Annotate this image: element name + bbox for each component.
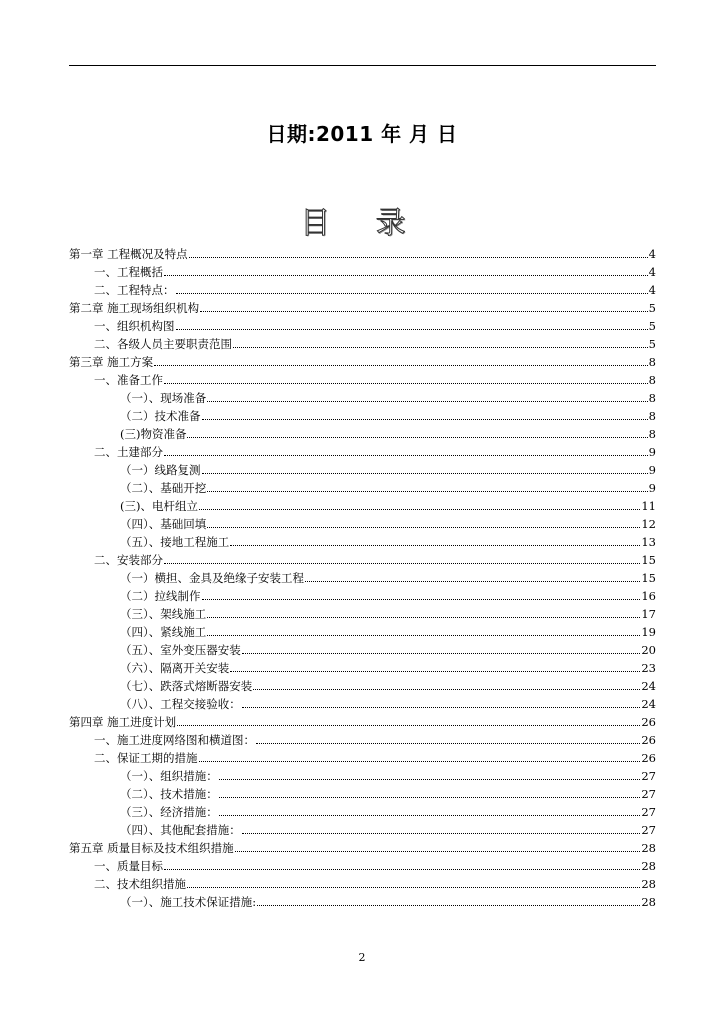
toc-leader-dots — [207, 527, 640, 528]
toc-entry-label: 二、技术组织措施 — [94, 877, 186, 891]
toc-entry[interactable] — [120, 801, 656, 819]
toc-leader-dots — [257, 905, 640, 906]
toc-entry-label: （一）、现场准备 — [120, 391, 207, 405]
toc-entry[interactable] — [94, 855, 656, 873]
toc-entry[interactable] — [69, 297, 656, 315]
toc-leader-dots — [253, 689, 640, 690]
toc-leader-dots — [207, 491, 647, 492]
toc-leader-dots — [200, 311, 648, 312]
toc-entry-page: 13 — [641, 535, 656, 549]
toc-entry-page: 20 — [641, 643, 656, 657]
toc-leader-dots — [256, 743, 640, 744]
toc-entry-page: 28 — [641, 859, 656, 873]
toc-entry-label: （六）、隔离开关安装 — [120, 661, 230, 675]
toc-leader-dots — [164, 869, 640, 870]
toc-entry[interactable] — [120, 783, 656, 801]
toc-entry[interactable] — [120, 639, 656, 657]
toc-entry[interactable] — [94, 279, 656, 297]
toc-entry-page: 4 — [648, 247, 656, 261]
toc-entry-label: (三)物资准备 — [120, 427, 187, 441]
toc-entry-label: （二）技术准备 — [120, 409, 201, 423]
toc-leader-dots — [164, 383, 648, 384]
toc-entry[interactable] — [120, 657, 656, 675]
toc-entry[interactable] — [120, 693, 656, 711]
toc-entry-label: （四）、其他配套措施： — [120, 823, 241, 837]
toc-entry-page: 8 — [648, 391, 656, 405]
toc-entry[interactable] — [94, 441, 656, 459]
toc-leader-dots — [207, 401, 647, 402]
toc-entry-label: 二、保证工期的措施 — [94, 751, 198, 765]
toc-leader-dots — [219, 815, 641, 816]
toc-entry-label: 一、质量目标 — [94, 859, 163, 873]
toc-entry[interactable] — [120, 819, 656, 837]
header-rule — [69, 65, 656, 66]
toc-entry-label: （五）、接地工程施工 — [120, 535, 230, 549]
toc-entry-label: （四）、紧线施工 — [120, 625, 207, 639]
toc-leader-dots — [176, 329, 648, 330]
toc-entry-label: （二）、基础开挖 — [120, 481, 207, 495]
toc-entry[interactable] — [120, 621, 656, 639]
toc-entry-page: 28 — [641, 895, 656, 909]
toc-entry[interactable] — [94, 333, 656, 351]
toc-entry-page: 28 — [641, 841, 656, 855]
toc-entry-page: 5 — [648, 319, 656, 333]
toc-leader-dots — [187, 887, 640, 888]
toc-entry-page: 26 — [641, 751, 656, 765]
toc-entry-page: 27 — [641, 787, 656, 801]
toc-entry-page: 27 — [641, 769, 656, 783]
toc-entry-label: (三)、电杆组立 — [120, 499, 198, 513]
toc-leader-dots — [219, 779, 641, 780]
toc-entry[interactable] — [120, 567, 656, 585]
toc-entry-page: 8 — [648, 409, 656, 423]
toc-entry[interactable] — [120, 513, 656, 531]
toc-entry-label: （一）线路复测 — [120, 463, 201, 477]
toc-entry-label: （一）横担、金具及绝缘子安装工程 — [120, 571, 304, 585]
toc-entry-label: （二）拉线制作 — [120, 589, 201, 603]
toc-entry-page: 9 — [648, 463, 656, 477]
toc-entry[interactable] — [120, 387, 656, 405]
toc-entry-page: 9 — [648, 481, 656, 495]
toc-entry[interactable] — [69, 711, 656, 729]
toc-entry-page: 8 — [648, 355, 656, 369]
toc-entry-label: （五）、室外变压器安装 — [120, 643, 241, 657]
toc-entry-page: 15 — [641, 571, 656, 585]
toc-entry[interactable] — [120, 405, 656, 423]
toc-leader-dots — [233, 347, 648, 348]
toc-entry-page: 4 — [648, 283, 656, 297]
toc-leader-dots — [189, 257, 648, 258]
toc-entry[interactable] — [69, 243, 656, 261]
toc-entry-page: 19 — [641, 625, 656, 639]
toc-entry-page: 5 — [648, 337, 656, 351]
toc-leader-dots — [202, 599, 641, 600]
toc-leader-dots — [219, 797, 641, 798]
toc-leader-dots — [230, 545, 640, 546]
toc-leader-dots — [242, 653, 641, 654]
toc-entry-label: 第四章 施工进度计划 — [69, 715, 177, 729]
toc-entry[interactable] — [120, 585, 656, 603]
toc-entry[interactable] — [94, 315, 656, 333]
toc-entry-label: 一、组织机构图 — [94, 319, 175, 333]
toc-entry-page: 11 — [641, 499, 656, 513]
toc-entry[interactable] — [94, 369, 656, 387]
toc-leader-dots — [199, 509, 640, 510]
toc-entry[interactable] — [94, 747, 656, 765]
toc-leader-dots — [242, 833, 641, 834]
toc-leader-dots — [164, 275, 648, 276]
toc-entry-page: 27 — [641, 805, 656, 819]
toc-entry-page: 23 — [641, 661, 656, 675]
toc-entry[interactable] — [120, 603, 656, 621]
toc-entry[interactable] — [94, 261, 656, 279]
page-number: 2 — [358, 951, 366, 964]
toc-entry-page: 12 — [641, 517, 656, 531]
toc-leader-dots — [207, 617, 640, 618]
toc-entry-page: 8 — [648, 373, 656, 387]
toc-entry-label: 二、土建部分 — [94, 445, 163, 459]
toc-entry-label: （八）、工程交接验收： — [120, 697, 241, 711]
toc-entry-label: （三）、架线施工 — [120, 607, 207, 621]
toc-entry-label: 二、工程特点： — [94, 283, 175, 297]
toc-leader-dots — [235, 851, 641, 852]
toc-entry[interactable] — [94, 873, 656, 891]
toc-leader-dots — [154, 365, 648, 366]
toc-entry[interactable] — [120, 423, 656, 441]
toc-entry[interactable] — [120, 531, 656, 549]
toc-entry-label: （四）、基础回填 — [120, 517, 207, 531]
toc-entry-page: 15 — [641, 553, 656, 567]
toc-entry-page: 8 — [648, 427, 656, 441]
toc-entry-label: 二、各级人员主要职责范围 — [94, 337, 232, 351]
toc-entry-label: 第一章 工程概况及特点 — [69, 247, 188, 261]
toc-entry-label: 一、准备工作 — [94, 373, 163, 387]
toc-entry-label: （一）、施工技术保证措施: — [120, 895, 257, 909]
toc-entry-page: 26 — [641, 733, 656, 747]
toc-entry[interactable] — [69, 837, 656, 855]
toc-entry-label: 第三章 施工方案 — [69, 355, 154, 369]
toc-entry[interactable] — [94, 549, 656, 567]
toc-leader-dots — [164, 563, 640, 564]
toc-entry-page: 26 — [641, 715, 656, 729]
toc-entry-page: 16 — [641, 589, 656, 603]
toc-entry-label: 一、施工进度网络图和横道图： — [94, 733, 255, 747]
date-line: 日期:2011 年 月 日 — [266, 122, 458, 146]
toc-entry-page: 27 — [641, 823, 656, 837]
toc-title: 目 录 — [300, 206, 424, 241]
toc-entry[interactable] — [120, 459, 656, 477]
toc-entry-page: 24 — [641, 679, 656, 693]
toc-entry[interactable] — [120, 675, 656, 693]
toc-entry[interactable] — [120, 765, 656, 783]
toc-leader-dots — [187, 437, 647, 438]
toc-leader-dots — [207, 635, 640, 636]
toc-leader-dots — [305, 581, 640, 582]
toc-entry-page: 24 — [641, 697, 656, 711]
toc-entry-page: 17 — [641, 607, 656, 621]
toc-entry-label: 第二章 施工现场组织机构 — [69, 301, 200, 315]
toc-leader-dots — [242, 707, 641, 708]
toc-entry[interactable] — [120, 891, 656, 909]
toc-entry-label: 二、安装部分 — [94, 553, 163, 567]
toc-entry-page: 4 — [648, 265, 656, 279]
toc-entry-page: 5 — [648, 301, 656, 315]
toc-leader-dots — [199, 761, 641, 762]
toc-entry-label: 一、工程概括 — [94, 265, 163, 279]
toc-leader-dots — [202, 419, 648, 420]
toc-entry-label: 第五章 质量目标及技术组织措施 — [69, 841, 234, 855]
toc-entry-label: （七）、跌落式熔断器安装 — [120, 679, 253, 693]
toc-entry-label: （二）、技术措施： — [120, 787, 218, 801]
toc-entry[interactable] — [120, 495, 656, 513]
toc-leader-dots — [230, 671, 640, 672]
toc-entry[interactable] — [120, 477, 656, 495]
toc-leader-dots — [177, 725, 640, 726]
toc-entry[interactable] — [94, 729, 656, 747]
toc-entry-page: 9 — [648, 445, 656, 459]
toc-leader-dots — [176, 293, 648, 294]
toc-entry-page: 28 — [641, 877, 656, 891]
toc-leader-dots — [164, 455, 648, 456]
toc-leader-dots — [202, 473, 648, 474]
toc-entry[interactable] — [69, 351, 656, 369]
toc-entry-label: （三）、经济措施： — [120, 805, 218, 819]
toc-entry-label: （一）、组织措施： — [120, 769, 218, 783]
